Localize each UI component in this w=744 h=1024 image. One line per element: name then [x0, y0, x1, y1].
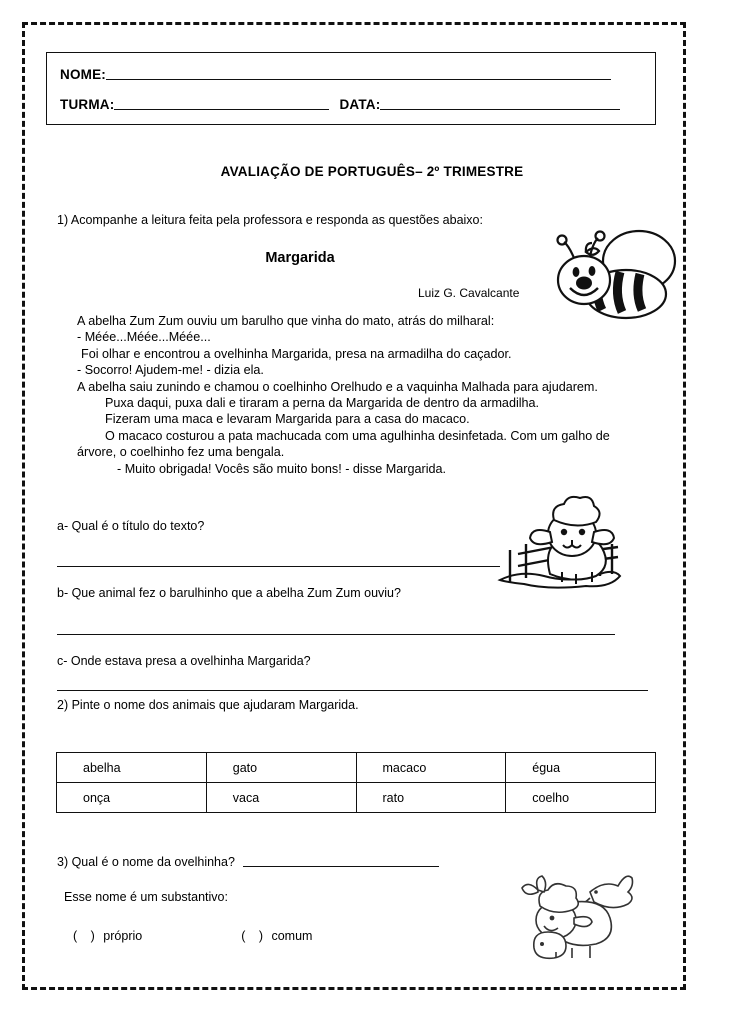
- story-line: - Méée...Méée...Méée...: [77, 330, 211, 345]
- animal-cell[interactable]: rato: [356, 783, 506, 813]
- class-input-line[interactable]: [114, 108, 329, 110]
- animal-cell[interactable]: coelho: [506, 783, 656, 813]
- option-label-comum: comum: [271, 929, 313, 943]
- animal-cell[interactable]: égua: [506, 753, 656, 783]
- story-line: - Socorro! Ajudem-me! - dizia ela.: [77, 363, 264, 378]
- name-field-row: [60, 67, 611, 82]
- question3-prompt: 3) Qual é o nome da ovelhinha?: [57, 855, 235, 869]
- question3-answer-line[interactable]: [243, 865, 439, 867]
- story-author: Luiz G. Cavalcante: [418, 286, 520, 300]
- bee-illustration: [556, 228, 678, 333]
- animal-cell[interactable]: vaca: [206, 783, 356, 813]
- story-title: Margarida: [265, 250, 335, 266]
- date-label: DATA:: [339, 97, 381, 112]
- sheep-fence-illustration: [488, 488, 628, 597]
- class-date-field-row: [60, 97, 620, 112]
- name-label: NOME:: [60, 67, 106, 82]
- question1b-text: b- Que animal fez o barulhinho que a abelha Zum Zum ouviu?: [57, 586, 401, 600]
- story-line: Fizeram uma maca e levaram Margarida para a casa do macaco.: [105, 412, 470, 427]
- story-line: Foi olhar e encontrou a ovelhinha Margarida, presa na armadilha do caçador.: [81, 346, 512, 361]
- question1a-text: a- Qual é o título do texto?: [57, 519, 205, 533]
- class-label: TURMA:: [60, 97, 115, 112]
- lamb-bird-illustration: [516, 856, 646, 965]
- story-line: - Muito obrigada! Vocês são muito bons! - disse Margarida.: [117, 461, 446, 476]
- story-body: [77, 313, 647, 477]
- question1-intro: 1) Acompanhe a leitura feita pela professora e responda as questões abaixo:: [57, 213, 483, 227]
- animal-cell[interactable]: macaco: [356, 753, 506, 783]
- table-row: [57, 753, 656, 783]
- question1a-answer-line[interactable]: [57, 566, 500, 567]
- checkbox-comum[interactable]: ( ): [241, 929, 268, 943]
- question1b-answer-line[interactable]: [57, 634, 615, 635]
- story-line: Puxa daqui, puxa dali e tiraram a perna da Margarida de dentro da armadilha.: [105, 396, 540, 411]
- story-line: A abelha Zum Zum ouviu um barulho que vinha do mato, atrás do milharal:: [77, 314, 495, 328]
- story-line: A abelha saiu zunindo e chamou o coelhinho Orelhudo e a vaquinha Malhada para ajudarem.: [77, 379, 598, 394]
- question1c-answer-line[interactable]: [57, 690, 648, 691]
- animal-names-table: [56, 752, 656, 813]
- option-label-proprio: próprio: [103, 929, 143, 943]
- story-line: O macaco costurou a pata machucada com uma agulhinha desinfetada. Com um galho de árvore, o coelhinho fez uma bengala.: [77, 428, 610, 460]
- exam-title: AVALIAÇÃO DE PORTUGUÊS– 2º TRIMESTRE: [220, 164, 524, 179]
- question2-prompt: 2) Pinte o nome dos animais que ajudaram Margarida.: [57, 698, 359, 712]
- table-row: [57, 783, 656, 813]
- animal-cell[interactable]: abelha: [57, 753, 207, 783]
- animal-cell[interactable]: onça: [57, 783, 207, 813]
- student-identification-box: [46, 52, 656, 125]
- question3-options: [73, 929, 312, 943]
- question3-subtitle: Esse nome é um substantivo:: [64, 890, 228, 904]
- checkbox-proprio[interactable]: ( ): [73, 929, 100, 943]
- question3-row: [57, 855, 439, 869]
- date-input-line[interactable]: [380, 108, 620, 110]
- name-input-line[interactable]: [106, 78, 611, 80]
- animal-cell[interactable]: gato: [206, 753, 356, 783]
- question1c-text: c- Onde estava presa a ovelhinha Margarida?: [57, 654, 311, 668]
